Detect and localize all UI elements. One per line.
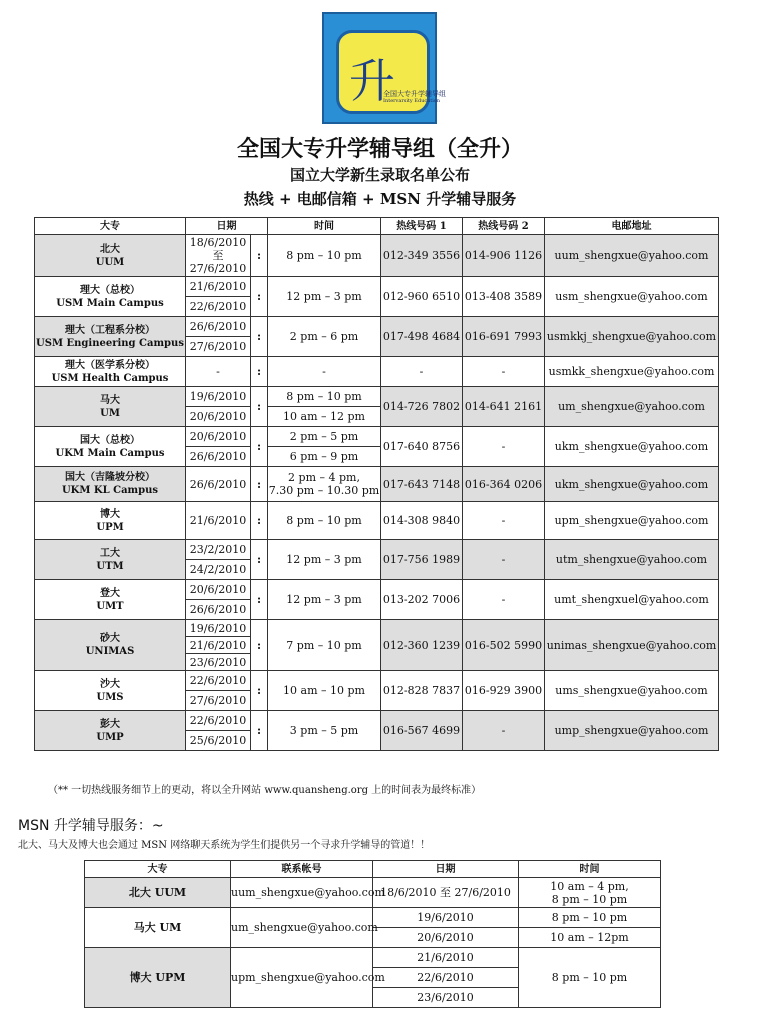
time-cell: 10 am – 12 pm	[268, 407, 381, 427]
header-university: 大专	[35, 218, 186, 235]
colon-cell: :	[251, 620, 268, 671]
msn-account-cell: uum_shengxue@yahoo.com	[231, 878, 373, 908]
date-cell: 19/6/2010	[186, 620, 251, 637]
university-cell	[35, 711, 186, 751]
email-cell: ukm_shengxue@yahoo.com	[545, 467, 719, 502]
time-cell: 2 pm – 6 pm	[268, 317, 381, 357]
university-name-en: UTM	[96, 560, 124, 572]
university-cell	[35, 427, 186, 467]
university-name-en: USM Engineering Campus	[36, 337, 184, 349]
table-row	[35, 467, 719, 502]
university-name-en: UMS	[96, 691, 124, 703]
table-row	[35, 317, 719, 337]
date-cell: 22/6/2010	[186, 671, 251, 691]
colon-cell: :	[251, 502, 268, 540]
date-cell: -	[186, 357, 251, 387]
email-cell: uum_shengxue@yahoo.com	[545, 235, 719, 277]
time-cell: 6 pm – 9 pm	[268, 447, 381, 467]
msn-date-cell: 23/6/2010	[373, 988, 519, 1008]
university-cell	[35, 317, 186, 357]
hotline-1-cell: 014-726 7802	[381, 387, 463, 427]
table-row	[35, 502, 719, 540]
date-cell: 21/6/2010	[186, 637, 251, 654]
time-cell: 12 pm – 3 pm	[268, 277, 381, 317]
colon-cell: :	[251, 540, 268, 580]
email-cell: umt_shengxuel@yahoo.com	[545, 580, 719, 620]
date-cell: 26/6/2010	[186, 317, 251, 337]
email-cell: ump_shengxue@yahoo.com	[545, 711, 719, 751]
university-name-cn: 理大（医学系分校）	[65, 359, 155, 371]
university-name-cn: 理大（工程系分校）	[65, 324, 155, 336]
header-date: 日期	[186, 218, 268, 235]
hotline-2-cell: -	[463, 502, 545, 540]
header-hotline-2: 热线号码 2	[463, 218, 545, 235]
email-cell: unimas_shengxue@yahoo.com	[545, 620, 719, 671]
university-name-cn: 登大	[100, 587, 120, 599]
university-name-cn: 工大	[100, 547, 120, 559]
colon-cell: :	[251, 467, 268, 502]
hotline-2-cell: -	[463, 580, 545, 620]
logo	[322, 12, 446, 124]
time-cell: -	[268, 357, 381, 387]
university-name-en: UNIMAS	[85, 646, 135, 657]
colon-cell: :	[251, 580, 268, 620]
msn-row	[85, 878, 661, 908]
university-name-en: UMP	[96, 731, 124, 743]
colon-cell: :	[251, 235, 268, 277]
msn-header-time: 时间	[519, 861, 661, 878]
colon-cell: :	[251, 427, 268, 467]
msn-header-university: 大专	[85, 861, 231, 878]
hotline-table	[34, 217, 719, 751]
hotline-2-cell: -	[463, 427, 545, 467]
hotline-1-cell: 013-202 7006	[381, 580, 463, 620]
msn-account-cell: upm_shengxue@yahoo.com	[231, 948, 373, 1008]
msn-time-cell: 8 pm – 10 pm	[519, 948, 661, 1008]
university-name-cn: 彭大	[100, 718, 120, 730]
table-row	[35, 427, 719, 447]
hotline-2-cell: 013-408 3589	[463, 277, 545, 317]
date-cell: 24/2/2010	[186, 560, 251, 580]
hotline-2-cell: 014-641 2161	[463, 387, 545, 427]
date-cell: 21/6/2010	[186, 502, 251, 540]
table-row	[35, 540, 719, 560]
university-cell	[35, 357, 186, 387]
time-cell: 2 pm – 5 pm	[268, 427, 381, 447]
university-cell	[35, 620, 186, 671]
date-cell: 26/6/2010	[186, 447, 251, 467]
time-cell: 10 am – 10 pm	[268, 671, 381, 711]
hotline-2-cell: 014-906 1126	[463, 235, 545, 277]
date-cell: 27/6/2010	[186, 691, 251, 711]
university-name-en: UUM	[95, 256, 125, 268]
msn-date-cell: 21/6/2010	[373, 948, 519, 968]
time-cell: 8 pm – 10 pm	[268, 235, 381, 277]
university-name-cn: 理大（总校）	[80, 284, 140, 296]
date-cell: 18/6/2010 至 27/6/2010	[186, 235, 251, 277]
table-header-row	[35, 218, 719, 235]
msn-time-cell: 10 am – 12pm	[519, 928, 661, 948]
msn-university-cell: 北大 UUM	[85, 878, 231, 908]
hotline-2-cell: -	[463, 711, 545, 751]
university-name-cn: 博大	[100, 508, 120, 520]
date-cell: 19/6/2010	[186, 387, 251, 407]
university-cell	[35, 387, 186, 427]
hotline-1-cell: 012-349 3556	[381, 235, 463, 277]
hotline-1-cell: 017-498 4684	[381, 317, 463, 357]
time-cell: 8 pm – 10 pm	[268, 387, 381, 407]
email-cell: usmkkj_shengxue@yahoo.com	[545, 317, 719, 357]
university-name-en: UPM	[96, 521, 124, 533]
time-cell: 7 pm – 10 pm	[268, 620, 381, 671]
hotline-2-cell: 016-364 0206	[463, 467, 545, 502]
hotline-1-cell: 017-756 1989	[381, 540, 463, 580]
msn-date-cell: 18/6/2010 至 27/6/2010	[373, 878, 519, 908]
msn-header-row	[85, 861, 661, 878]
table-row	[35, 277, 719, 297]
header-email: 电邮地址	[545, 218, 719, 235]
university-cell	[35, 671, 186, 711]
table-row	[35, 357, 719, 387]
msn-row	[85, 948, 661, 968]
table-row	[35, 580, 719, 600]
email-cell: utm_shengxue@yahoo.com	[545, 540, 719, 580]
time-cell: 8 pm – 10 pm	[268, 502, 381, 540]
hotline-1-cell: 016-567 4699	[381, 711, 463, 751]
university-name-cn: 国大（吉隆坡分校）	[65, 472, 155, 483]
table-row	[35, 235, 719, 277]
msn-time-cell: 8 pm – 10 pm	[519, 908, 661, 928]
university-cell	[35, 467, 186, 502]
university-name-cn: 沙大	[100, 678, 120, 690]
msn-table	[84, 860, 661, 1008]
email-cell: ukm_shengxue@yahoo.com	[545, 427, 719, 467]
hotline-1-cell: 017-643 7148	[381, 467, 463, 502]
msn-section-title: MSN 升学辅导服务：~	[18, 818, 164, 834]
hotline-1-cell: 014-308 9840	[381, 502, 463, 540]
header-hotline-1: 热线号码 1	[381, 218, 463, 235]
table-row	[35, 711, 719, 731]
hotline-2-cell: -	[463, 357, 545, 387]
msn-row	[85, 908, 661, 928]
page-title: 全国大专升学辅导组（全升）	[236, 136, 523, 162]
colon-cell: :	[251, 671, 268, 711]
logo-mark: 升	[349, 54, 395, 108]
time-cell: 12 pm – 3 pm	[268, 580, 381, 620]
page-subtitle: 国立大学新生录取名单公布	[289, 166, 470, 184]
hotline-2-cell: -	[463, 540, 545, 580]
time-cell: 12 pm – 3 pm	[268, 540, 381, 580]
msn-date-cell: 22/6/2010	[373, 968, 519, 988]
hotline-2-cell: 016-691 7993	[463, 317, 545, 357]
email-cell: upm_shengxue@yahoo.com	[545, 502, 719, 540]
university-name-cn: 砂大	[100, 633, 120, 644]
email-cell: ums_shengxue@yahoo.com	[545, 671, 719, 711]
university-name-en: USM Main Campus	[56, 297, 164, 309]
colon-cell: :	[251, 277, 268, 317]
msn-header-account: 联系帐号	[231, 861, 373, 878]
msn-header-date: 日期	[373, 861, 519, 878]
hotline-2-cell: 016-502 5990	[463, 620, 545, 671]
date-cell: 26/6/2010	[186, 467, 251, 502]
msn-date-cell: 19/6/2010	[373, 908, 519, 928]
date-cell: 25/6/2010	[186, 731, 251, 751]
university-name-en: UMT	[96, 600, 124, 612]
date-cell: 20/6/2010	[186, 580, 251, 600]
hotline-1-cell: 012-360 1239	[381, 620, 463, 671]
logo-text: 全国大专升学辅导组	[383, 90, 446, 98]
date-cell: 27/6/2010	[186, 337, 251, 357]
table-row	[35, 671, 719, 691]
time-cell: 2 pm – 4 pm, 7.30 pm – 10.30 pm	[268, 467, 381, 502]
university-name-en: UKM KL Campus	[61, 485, 159, 496]
hotline-1-cell: 012-960 6510	[381, 277, 463, 317]
date-cell: 26/6/2010	[186, 600, 251, 620]
hotline-2-cell: 016-929 3900	[463, 671, 545, 711]
date-cell: 23/6/2010	[186, 654, 251, 671]
university-name-en: UM	[100, 407, 120, 419]
colon-cell: :	[251, 387, 268, 427]
email-cell: usmkk_shengxue@yahoo.com	[545, 357, 719, 387]
colon-cell: :	[251, 357, 268, 387]
page-subtitle-services: 热线 + 电邮信箱 + MSN 升学辅导服务	[243, 190, 517, 208]
time-cell: 3 pm – 5 pm	[268, 711, 381, 751]
table-row	[35, 620, 719, 637]
email-cell: usm_shengxue@yahoo.com	[545, 277, 719, 317]
university-name-cn: 马大	[100, 394, 120, 406]
table-row	[35, 387, 719, 407]
colon-cell: :	[251, 711, 268, 751]
msn-university-cell: 马大 UM	[85, 908, 231, 948]
logo-badge	[336, 30, 446, 114]
date-cell: 21/6/2010	[186, 277, 251, 297]
msn-university-cell: 博大 UPM	[85, 948, 231, 1008]
msn-account-cell: um_shengxue@yahoo.com	[231, 908, 373, 948]
date-cell: 22/6/2010	[186, 711, 251, 731]
email-cell: um_shengxue@yahoo.com	[545, 387, 719, 427]
header-time: 时间	[268, 218, 381, 235]
date-cell: 23/2/2010	[186, 540, 251, 560]
msn-date-cell: 20/6/2010	[373, 928, 519, 948]
university-name-en: UKM Main Campus	[55, 447, 165, 459]
university-cell	[35, 277, 186, 317]
date-cell: 22/6/2010	[186, 297, 251, 317]
footnote: （** 一切热线服务细节上的更动，将以全升网站 www.quansheng.org 上的时间表为最终标准）	[48, 785, 482, 796]
university-cell	[35, 540, 186, 580]
colon-cell: :	[251, 317, 268, 357]
date-cell: 20/6/2010	[186, 427, 251, 447]
logo-subtext: Intervarsity Education	[383, 98, 441, 104]
university-cell	[35, 235, 186, 277]
hotline-1-cell: -	[381, 357, 463, 387]
msn-time-cell: 10 am – 4 pm, 8 pm – 10 pm	[519, 878, 661, 908]
university-name-cn: 国大（总校）	[80, 434, 140, 446]
university-cell	[35, 580, 186, 620]
hotline-1-cell: 017-640 8756	[381, 427, 463, 467]
university-cell	[35, 502, 186, 540]
date-cell: 20/6/2010	[186, 407, 251, 427]
hotline-1-cell: 012-828 7837	[381, 671, 463, 711]
university-name-cn: 北大	[100, 243, 120, 255]
msn-section-description: 北大、马大及博大也会通过 MSN 网络聊天系统为学生们提供另一个寻求升学辅导的管道！！	[18, 840, 431, 851]
university-name-en: USM Health Campus	[51, 372, 169, 384]
